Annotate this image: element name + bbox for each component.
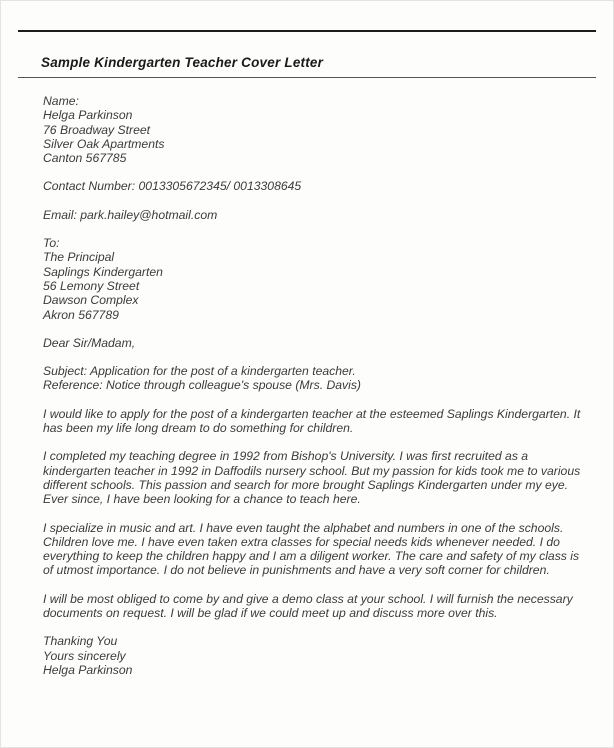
- recipient-line: Dawson Complex: [43, 293, 139, 308]
- email-block: [43, 208, 585, 222]
- email-line: Email: park.hailey@hotmail.com: [43, 207, 218, 222]
- body-paragraph: I would like to apply for the post of a kindergarten teacher at the esteemed Saplings Kindergarten. It has been my life long dream to do something for children.: [43, 406, 581, 436]
- subject-reference-block: [43, 364, 585, 393]
- sender-line: Name:: [43, 94, 79, 108]
- contact-number-line: Contact Number: 0013305672345/ 0013308645: [43, 179, 302, 194]
- contact-number-block: [43, 179, 585, 193]
- salutation-line: Dear Sir/Madam,: [43, 335, 136, 350]
- sender-line: 76 Broadway Street: [43, 122, 151, 137]
- closing-line: Thanking You: [43, 634, 118, 649]
- reference-line: Reference: Notice through colleague's spouse (Mrs. Davis): [43, 378, 361, 393]
- recipient-line: To:: [43, 236, 60, 251]
- body-paragraph: I specialize in music and art. I have even taught the alphabet and numbers in one of the schools. Children love me. I have even taken extra classes for special needs kids whenever needed. I do everything to keep the children happy and I am a diligent worker. The care and safety of my class is of utmost importance. I do not believe in punishments and have a very soft corner for children.: [43, 520, 580, 578]
- subject-line: Subject: Application for the post of a kindergarten teacher.: [43, 364, 356, 379]
- closing-signature-block: [43, 634, 585, 677]
- closing-line: Yours sincerely: [43, 648, 126, 663]
- sender-address-block: [43, 94, 585, 165]
- body-paragraph: I completed my teaching degree in 1992 from Bishop's University. I was first recruited as a kindergarten teacher in 1992 in Daffodils nursery school. But my passion for kids took me to various different schools. This passion and search for more brought Saplings Kindergarten under my eye. Ever since, I have been looking for a chance to teach here.: [43, 449, 581, 507]
- page-title: Sample Kindergarten Teacher Cover Letter: [41, 55, 324, 70]
- letter-body: [1, 78, 613, 677]
- salutation-block: [43, 336, 585, 350]
- sender-line: Canton 567785: [43, 151, 127, 166]
- sender-line: Helga Parkinson: [43, 108, 133, 123]
- sender-line: Silver Oak Apartments: [43, 136, 165, 151]
- top-horizontal-rule: [18, 30, 596, 32]
- recipient-line: 56 Lemony Street: [43, 278, 140, 293]
- signature-name-line: Helga Parkinson: [43, 662, 133, 677]
- recipient-line: Saplings Kindergarten: [43, 264, 163, 279]
- body-paragraph: I will be most obliged to come by and give a demo class at your school. I will furnish the necessary documents on request. I will be glad if we could meet up and discuss more over this.: [43, 591, 573, 621]
- recipient-line: The Principal: [43, 250, 115, 265]
- recipient-address-block: [43, 236, 585, 322]
- recipient-line: Akron 567789: [43, 307, 119, 322]
